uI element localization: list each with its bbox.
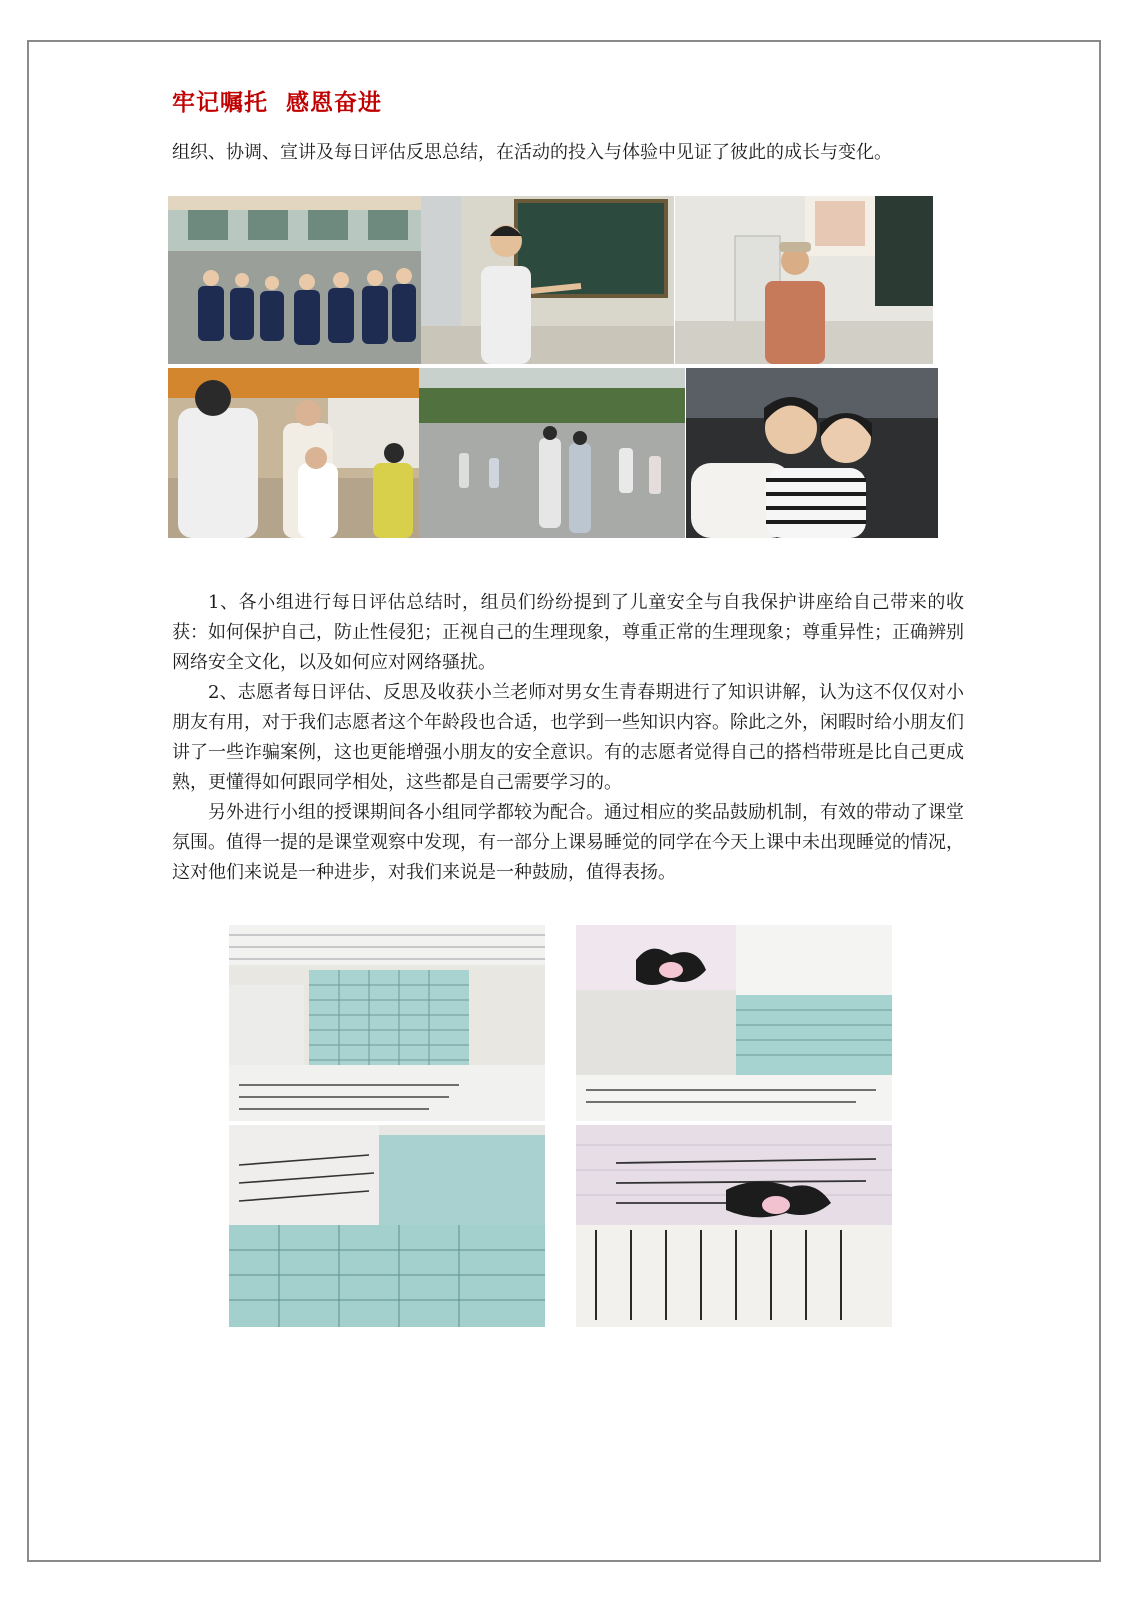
- photo-canteen-serving: [168, 368, 419, 538]
- photo-volunteer-teaching: [421, 196, 674, 364]
- paragraph-2: 2、志愿者每日评估、反思及收获小兰老师对男女生青春期进行了知识讲解，认为这不仅仅对小朋友有用，对于我们志愿者这个年龄段也合适，也学到一些知识内容。除此之外，闲暇时给小朋友们讲了一些诈骗案例，这也更能增强小朋友的安全意识。有的志愿者觉得自己的搭档带班是比自己更成熟，更懂得如何跟同学相处，这些都是自己需要学习的。: [172, 682, 964, 793]
- photo-teacher-with-cap: [675, 196, 933, 364]
- photo-children-lineup: [168, 196, 421, 364]
- photo-notebook-1: [229, 925, 545, 1121]
- photo-notebook-2: [576, 925, 892, 1121]
- photo-notebook-4: [576, 1125, 892, 1327]
- photo-two-volunteers-smiling: [686, 368, 938, 538]
- paragraph-1: 1、各小组进行每日评估总结时，组员们纷纷提到了儿童安全与自我保护讲座给自己带来的收获：如何保护自己，防止性侵犯；正视自己的生理现象，尊重正常的生理现象；尊重异性；正确辨别网络安全文化，以及如何应对网络骚扰。: [172, 592, 964, 673]
- body-paragraphs: [172, 588, 964, 888]
- photo-playground-activity: [419, 368, 685, 538]
- intro-text: 组织、协调、宣讲及每日评估反思总结，在活动的投入与体验中见证了彼此的成长与变化。: [172, 142, 892, 163]
- paragraph-3: 另外进行小组的授课期间各小组同学都较为配合。通过相应的奖品鼓励机制，有效的带动了课堂氛围。值得一提的是课堂观察中发现，有一部分上课易睡觉的同学在今天上课中未出现睡觉的情况，这对他们来说是一种进步，对我们来说是一种鼓励，值得表扬。: [172, 802, 964, 883]
- page-title: 牢记嘱托 感恩奋进: [172, 90, 383, 116]
- photo-notebook-3: [229, 1125, 545, 1327]
